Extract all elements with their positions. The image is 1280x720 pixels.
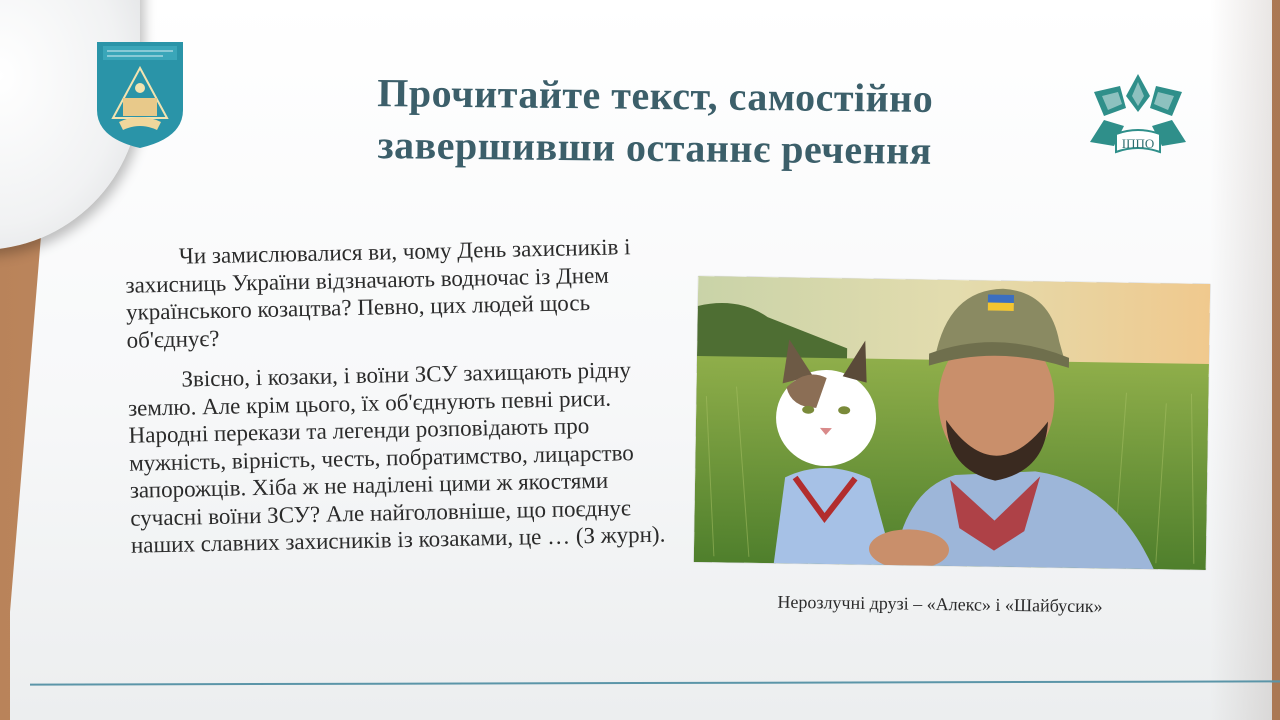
paragraph-1: Чи замислювалися ви, чому День захисників і захисниць України відзначають водночас із Днем українського козацтва? Певно, цих людей щось об'єднує? (125, 234, 631, 353)
soldier-with-cat-photo (694, 276, 1210, 570)
title-line-2: завершивши останнє речення (377, 122, 933, 173)
university-shield-logo-icon (93, 38, 187, 150)
reading-text (125, 232, 682, 572)
photo-caption: Нерозлучні друзі – «Алекс» і «Шайбусик» (777, 591, 1103, 617)
ippo-flower-logo-icon (1086, 72, 1190, 164)
slide-title (239, 66, 1070, 179)
title-line-1: Прочитайте текст, самостійно (377, 70, 934, 121)
logo-ippo-label: ІППО (1121, 136, 1155, 151)
paragraph-2: Звісно, і козаки, і воїни ЗСУ захищають рідну землю. Але крім цього, їх об'єднують певні риси. Народні перекази та легенди розповідають про мужність, вірність, честь, побратимство, лицарство запорожців. Хіба ж не наділені цими ж якостями сучасні воїни ЗСУ? Але найголовніше, що поєднує наших славних захисників із козаками, це … (З журн). (127, 357, 666, 558)
